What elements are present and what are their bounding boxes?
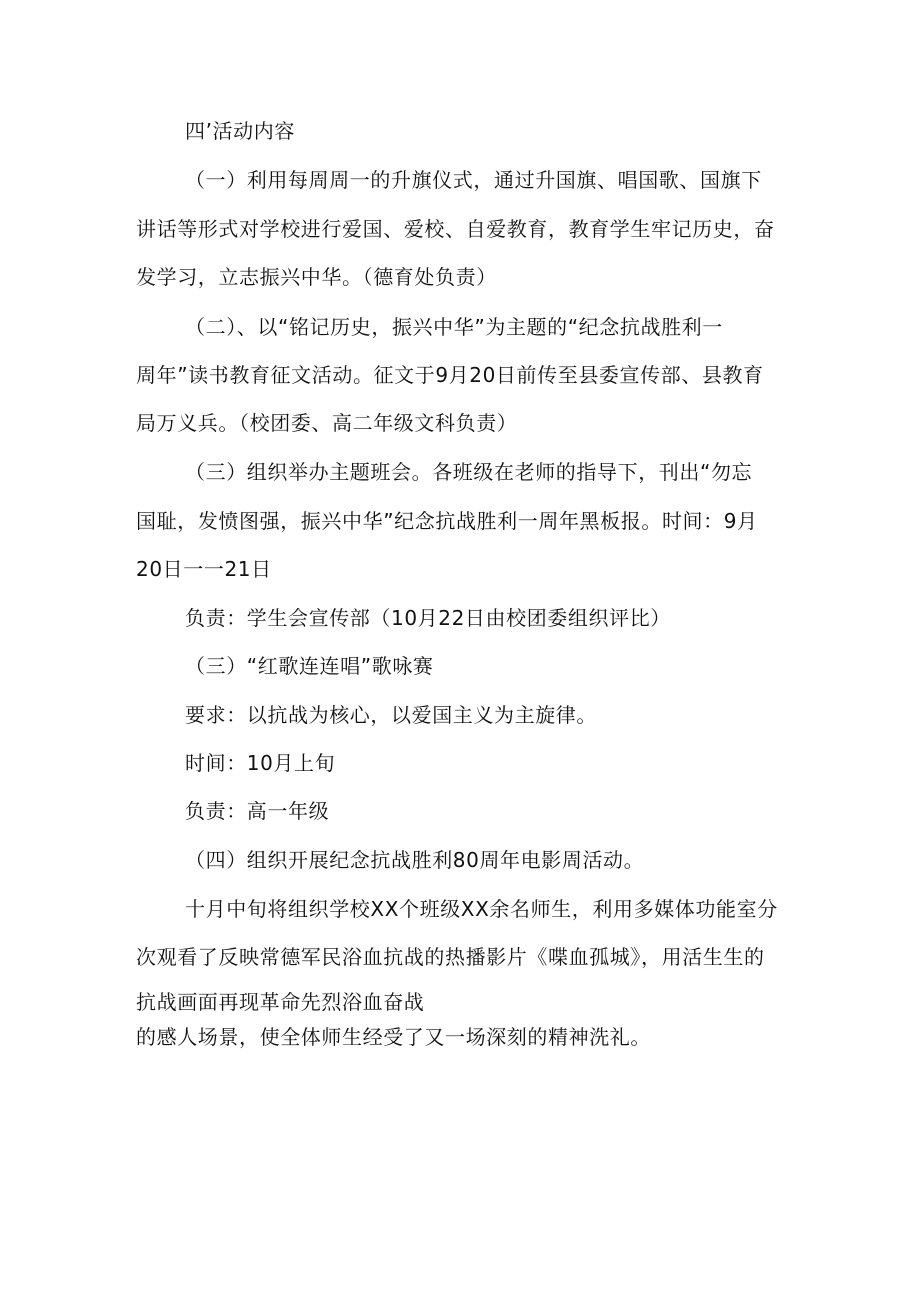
item4-line1: 十月中旬将组织学校XX个班级XX余名师生，利用多媒体功能室分 — [185, 897, 778, 921]
item3-line3: 20日一一21日 — [136, 557, 272, 581]
item4-line3: 抗战画面再现革命先烈浴血奋战 — [136, 990, 425, 1014]
item2-line1: （二）、以“铭记历史，振兴中华”为主题的“纪念抗战胜利一 — [185, 315, 723, 339]
item3b-responsible: 负责：高一年级 — [185, 799, 330, 823]
item1-line2: 讲话等形式对学校进行爱国、爱校、自爱教育，教育学生牢记历史，奋 — [136, 217, 775, 241]
item3b-title: （三）“红歌连连唱”歌咏赛 — [185, 654, 434, 678]
item1-line1: （一）利用每周周一的升旗仪式，通过升国旗、唱国歌、国旗下 — [185, 168, 762, 192]
item1-line3: 发学习，立志振兴中华。（德育处负责） — [136, 265, 497, 289]
item3-line1: （三）组织举办主题班会。各班级在老师的指导下，刊出“勿忘 — [185, 460, 753, 484]
item4-title: （四）组织开展纪念抗战胜利80周年电影周活动。 — [185, 848, 645, 872]
section-title: 四’活动内容 — [185, 119, 295, 143]
item3-responsible: 负责：学生会宣传部（10月22日由校团委组织评比） — [185, 606, 671, 630]
item2-line3: 局万义兵。（校团委、高二年级文科负责） — [136, 411, 518, 435]
item3-line2: 国耻，发愤图强，振兴中华”纪念抗战胜利一周年黑板报。时间：9月 — [136, 509, 758, 533]
item4-line4: 的感人场景，使全体师生经受了又一场深刻的精神洗礼。 — [136, 1025, 651, 1049]
item3b-time: 时间：10月上旬 — [185, 751, 336, 775]
item2-line2: 周年”读书教育征文活动。征文于9月20日前传至县委宣传部、县教育 — [136, 363, 764, 387]
item3b-requirement: 要求：以抗战为核心，以爱国主义为主旋律。 — [185, 703, 597, 727]
item4-line2: 次观看了反映常德军民浴血抗战的热播影片《喋血孤城》，用活生生的 — [136, 945, 765, 969]
